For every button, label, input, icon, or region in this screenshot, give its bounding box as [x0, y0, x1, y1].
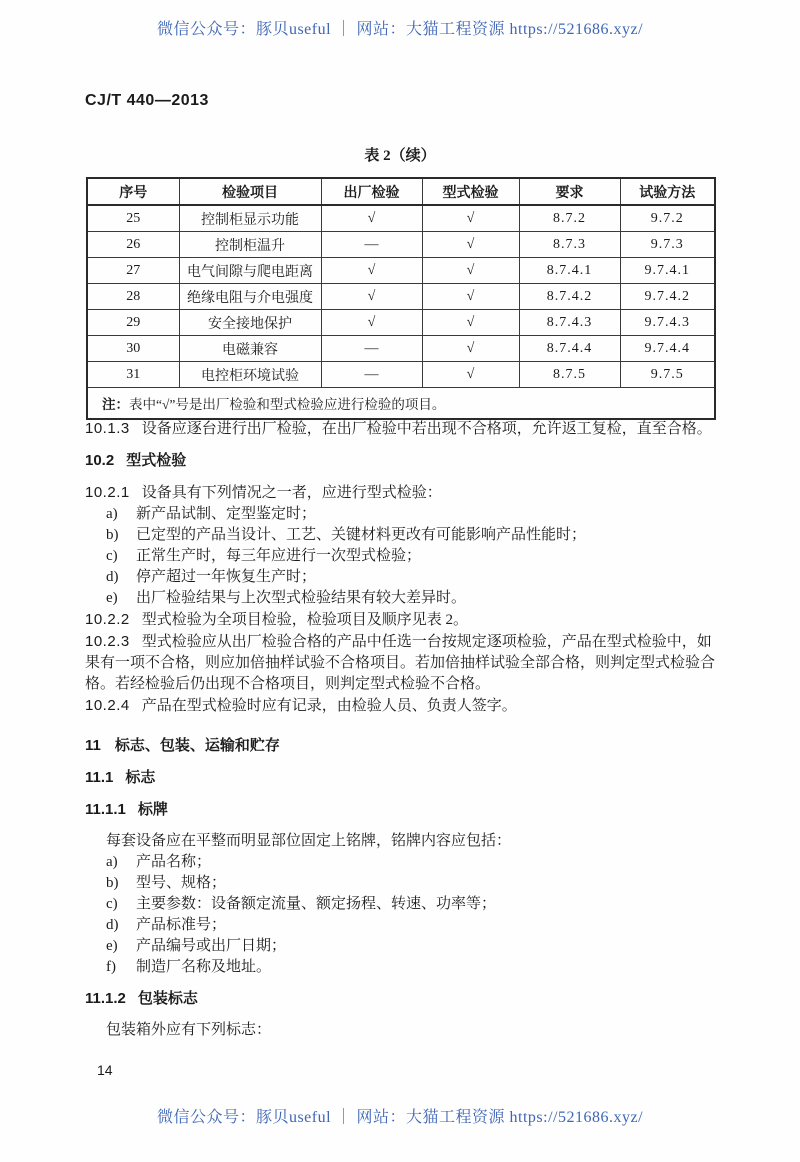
list-marker: a): [106, 506, 118, 522]
list-marker: f): [106, 959, 116, 975]
table-cell: 安全接地保护: [179, 310, 321, 336]
clause-number: 10.1.3: [85, 420, 130, 437]
list-item: [85, 957, 719, 978]
table-cell: 8.7.2: [519, 205, 620, 232]
table-row: [87, 232, 715, 258]
table-cell: 控制柜显示功能: [179, 205, 321, 232]
section-heading: [85, 799, 719, 821]
block-text: 标志、包装、运输和贮存: [114, 738, 280, 754]
table-cell: 8.7.5: [519, 362, 620, 388]
table-header-row: [87, 178, 715, 205]
table-cell: 31: [87, 362, 179, 388]
list-item: [85, 546, 719, 567]
list-item: [85, 873, 719, 894]
clause-number: 10.2.1: [85, 484, 130, 501]
clause: [85, 631, 719, 695]
clause: [85, 609, 719, 631]
block-text: 每套设备应在平整而明显部位固定上铭牌，铭牌内容应包括：: [106, 833, 512, 849]
block-text: 标牌: [137, 802, 168, 818]
table-row: [87, 362, 715, 388]
list-item: [85, 588, 719, 609]
chapter-heading: [85, 735, 719, 757]
table-cell: 9.7.2: [620, 205, 715, 232]
block-text: 停产超过一年恢复生产时；: [136, 569, 317, 585]
table-cell: 控制柜温升: [179, 232, 321, 258]
table-cell: √: [321, 284, 422, 310]
table-cell: 29: [87, 310, 179, 336]
block-text: 设备应逐台进行出厂检验，在出厂检验中若出现不合格项，允许返工复检，直至合格。: [141, 421, 712, 437]
table-cell: √: [422, 205, 519, 232]
block-text: 设备具有下列情况之一者，应进行型式检验：: [141, 485, 442, 501]
table-cell: √: [321, 310, 422, 336]
block-text: 型式检验: [126, 453, 187, 469]
clause: [85, 695, 719, 717]
clause-number: 11.1: [85, 769, 114, 786]
clause-number: 11: [85, 737, 101, 754]
table-cell: 8.7.4.3: [519, 310, 620, 336]
table-cell: 电磁兼容: [179, 336, 321, 362]
table-cell: √: [321, 205, 422, 232]
table-note-row: [87, 388, 715, 420]
list-marker: b): [106, 875, 119, 891]
list-marker: b): [106, 527, 119, 543]
list-item: [85, 504, 719, 525]
list-item: [85, 852, 719, 873]
table-cell: 8.7.4.1: [519, 258, 620, 284]
table-row: [87, 205, 715, 232]
col-header-method: 试验方法: [620, 178, 715, 205]
section-heading: [85, 988, 719, 1010]
table-cell: 9.7.4.4: [620, 336, 715, 362]
table-cell: 28: [87, 284, 179, 310]
clause-number: 10.2.2: [85, 611, 130, 628]
table-cell: —: [321, 232, 422, 258]
list-marker: a): [106, 854, 118, 870]
table-cell: 绝缘电阻与介电强度: [179, 284, 321, 310]
note-text: 表中“√”号是出厂检验和型式检验应进行检验的项目。: [129, 397, 446, 412]
col-header-type: 型式检验: [422, 178, 519, 205]
list-item: [85, 915, 719, 936]
table-cell: —: [321, 362, 422, 388]
clause-number: 10.2: [85, 452, 115, 469]
table-title: 表 2（续）: [364, 148, 436, 164]
col-header-req: 要求: [519, 178, 620, 205]
col-header-serial: 序号: [87, 178, 179, 205]
page-number: 14: [97, 1062, 113, 1078]
watermark-top: 微信公众号：豚贝useful ｜ 网站：大猫工程资源 https://521686.xyz/: [156, 21, 644, 38]
clause-number: 11.1.2: [85, 990, 126, 1007]
table-cell: 电气间隙与爬电距离: [179, 258, 321, 284]
table-cell: 30: [87, 336, 179, 362]
block-text: 已定型的产品当设计、工艺、关键材料更改有可能影响产品性能时；: [136, 527, 587, 543]
list-marker: c): [106, 896, 118, 912]
block-text: 标志: [125, 770, 156, 786]
list-item: [85, 936, 719, 957]
clause: [85, 482, 719, 504]
clause-number: 10.2.3: [85, 633, 130, 650]
watermark-bottom: 微信公众号：豚贝useful ｜ 网站：大猫工程资源 https://521686.xyz/: [156, 1109, 644, 1126]
clause-number: 10.2.4: [85, 697, 130, 714]
table-cell: √: [422, 284, 519, 310]
table-cell: √: [321, 258, 422, 284]
list-marker: e): [106, 590, 118, 606]
clause: [85, 418, 719, 440]
table-row: [87, 258, 715, 284]
block-text: 产品名称；: [136, 854, 212, 870]
table-cell: —: [321, 336, 422, 362]
table-cell: 27: [87, 258, 179, 284]
paragraph: [85, 1020, 719, 1041]
table-cell: 9.7.4.3: [620, 310, 715, 336]
section-heading: [85, 767, 719, 789]
table-cell: √: [422, 362, 519, 388]
block-text: 产品标准号；: [136, 917, 227, 933]
table-row: [87, 284, 715, 310]
table-cell: 26: [87, 232, 179, 258]
table-cell: √: [422, 232, 519, 258]
note-label: 注：: [102, 397, 129, 412]
list-item: [85, 894, 719, 915]
clause-number: 11.1.1: [85, 801, 126, 818]
col-header-factory: 出厂检验: [321, 178, 422, 205]
block-text: 产品编号或出厂日期；: [136, 938, 287, 954]
block-text: 新产品试制、定型鉴定时；: [136, 506, 317, 522]
table-row: [87, 310, 715, 336]
table-cell: 电控柜环境试验: [179, 362, 321, 388]
list-marker: e): [106, 938, 118, 954]
list-marker: d): [106, 917, 119, 933]
block-text: 包装箱外应有下列标志：: [106, 1022, 272, 1038]
table-cell: 8.7.4.4: [519, 336, 620, 362]
block-text: 型式检验应从出厂检验合格的产品中任选一台按规定逐项检验，产品在型式检验中，如果有一项不合格，则应加倍抽样试验不合格项目。若加倍抽样试验全部合格，则判定型式检验合格。若经检验后仍出现不合格项目，则判定型式检验不合格。: [85, 634, 716, 692]
block-text: 制造厂名称及地址。: [136, 959, 272, 975]
inspection-table: [86, 177, 716, 420]
table-cell: 9.7.5: [620, 362, 715, 388]
block-text: 型式检验为全项目检验，检验项目及顺序见表 2。: [141, 612, 468, 628]
paragraph: [85, 831, 719, 852]
col-header-item: 检验项目: [179, 178, 321, 205]
table-cell: 9.7.4.1: [620, 258, 715, 284]
table-cell: √: [422, 336, 519, 362]
table-cell: 9.7.3: [620, 232, 715, 258]
table-note: [87, 388, 715, 420]
list-marker: c): [106, 548, 118, 564]
section-heading: [85, 450, 719, 472]
block-text: 型号、规格；: [136, 875, 227, 891]
block-text: 正常生产时，每三年应进行一次型式检验；: [136, 548, 422, 564]
table-cell: √: [422, 310, 519, 336]
block-text: 包装标志: [137, 991, 198, 1007]
body-content: [85, 418, 719, 1041]
table-cell: 8.7.3: [519, 232, 620, 258]
list-marker: d): [106, 569, 119, 585]
block-text: 产品在型式检验时应有记录，由检验人员、负责人签字。: [141, 698, 517, 714]
standard-number: CJ/T 440—2013: [85, 92, 209, 109]
table-cell: 9.7.4.2: [620, 284, 715, 310]
table-cell: 8.7.4.2: [519, 284, 620, 310]
block-text: 出厂检验结果与上次型式检验结果有较大差异时。: [136, 590, 467, 606]
table-cell: 25: [87, 205, 179, 232]
list-item: [85, 525, 719, 546]
table-row: [87, 336, 715, 362]
table-cell: √: [422, 258, 519, 284]
block-text: 主要参数：设备额定流量、额定扬程、转速、功率等；: [136, 896, 497, 912]
list-item: [85, 567, 719, 588]
